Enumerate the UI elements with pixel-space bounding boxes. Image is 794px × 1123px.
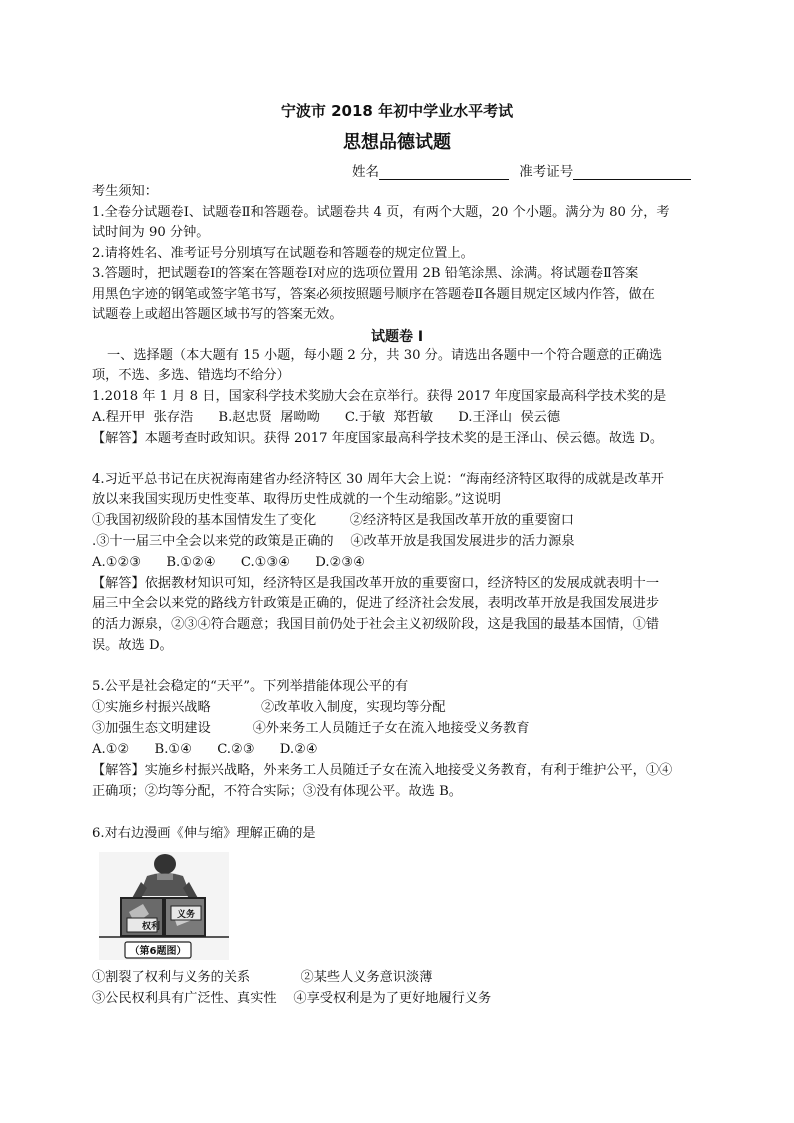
q6-cartoon — [99, 852, 229, 960]
q4-item: ①我国初级阶段的基本国情发生了变化 ②经济特区是我国改革开放的重要窗口 — [92, 513, 574, 528]
exam-subject: 思想品德试题 — [343, 132, 451, 153]
q6-item: ③公民权利具有广泛性、真实性 ④享受权利是为了更好地履行义务 — [92, 991, 492, 1006]
section-intro: 一、选择题（本大题有 15 小题，每小题 2 分，共 30 分。请选出各题中一个符合题意的正确选 — [107, 348, 663, 363]
q1-answer: 【解答】本题考查时政知识。获得 2017 年度国家最高科学技术奖的是王泽山、侯云德。故选 D。 — [92, 431, 664, 446]
q5-item: ③加强生态文明建设 ④外来务工人员随迁子女在流入地接受义务教育 — [92, 721, 530, 736]
notice-line: 用黑色字迹的钢笔或签字笔书写，答案必须按照题号顺序在答题卷Ⅱ各题目规定区域内作答，做在 — [92, 287, 655, 302]
id-blank — [573, 165, 691, 180]
cartoon-caption: （第6题图） — [129, 946, 187, 957]
candidate-info-row — [352, 160, 691, 180]
notice-line: 3.答题时，把试题卷Ⅰ的答案在答题卷Ⅰ对应的选项位置用 2B 铅笔涂黑、涂满。将试题卷Ⅱ答案 — [92, 266, 639, 281]
name-label: 姓名 — [352, 164, 379, 180]
q4-item: .③十一届三中全会以来党的政策是正确的 ④改革开放是我国发展进步的活力源泉 — [92, 534, 575, 549]
q1-options: A.程开甲 张存浩 B.赵忠贤 屠呦呦 C.于敏 郑哲敏 D.王泽山 侯云德 — [92, 410, 561, 425]
q6-item: ①割裂了权利与义务的关系 ②某些人义务意识淡薄 — [92, 970, 433, 985]
q5-item: ①实施乡村振兴战略 ②改革收入制度，实现均等分配 — [92, 700, 446, 715]
cartoon-left-label: 权利 — [142, 922, 161, 932]
notice-line: 2.请将姓名、准考证号分别填写在试题卷和答题卷的规定位置上。 — [92, 246, 474, 261]
q1-stem: 1.2018 年 1 月 8 日，国家科学技术奖励大会在京举行。获得 2017 年度国家最高科学技术奖的是 — [92, 389, 667, 404]
section-title: 试题卷 Ⅰ — [370, 329, 424, 345]
q4-options: A.①②③ B.①②④ C.①③④ D.②③④ — [92, 555, 366, 570]
notice-heading: 考生须知： — [92, 184, 158, 199]
id-label: 准考证号 — [519, 164, 574, 180]
name-blank — [379, 165, 509, 180]
notice-line: 1.全卷分试题卷Ⅰ、试题卷Ⅱ和答题卷。试题卷共 4 页，有两个大题，20 个小题。满分为 80 分，考 — [92, 205, 670, 220]
notice-line: 试时间为 90 分钟。 — [92, 225, 210, 240]
q4-answer: 的活力源泉，②③④符合题意；我国目前仍处于社会主义初级阶段，这是我国的最基本国情，①错 — [92, 617, 660, 632]
q6-stem: 6.对右边漫画《伸与缩》理解正确的是 — [92, 826, 316, 841]
q5-answer: 【解答】实施乡村振兴战略，外来务工人员随迁子女在流入地接受义务教育，有利于维护公平，①④ — [92, 763, 673, 778]
section-intro: 项，不选、多选、错选均不给分） — [92, 368, 290, 383]
q5-options: A.①② B.①④ C.②③ D.②④ — [92, 742, 318, 757]
q4-answer: 误。故选 D。 — [92, 638, 173, 653]
cartoon-figure-illustration — [99, 852, 229, 960]
q5-answer: 正确项；②均等分配，不符合实际；③没有体现公平。故选 B。 — [92, 784, 462, 799]
q4-answer: 届三中全会以来党的路线方针政策是正确的，促进了经济社会发展，表明改革开放是我国发展进步 — [92, 596, 660, 611]
q4-stem: 放以来我国实现历史性变革、取得历史性成就的一个生动缩影。”这说明 — [92, 492, 501, 507]
q5-stem: 5.公平是社会稳定的“天平”。下列举措能体现公平的有 — [92, 679, 409, 694]
q4-answer: 【解答】依据教材知识可知，经济特区是我国改革开放的重要窗口，经济特区的发展成就表明十一 — [92, 576, 660, 591]
notice-line: 试题卷上或超出答题区域书写的答案无效。 — [92, 307, 343, 322]
exam-title: 宁波市 2018 年初中学业水平考试 — [280, 102, 514, 120]
cartoon-right-label: 义务 — [177, 910, 196, 920]
q4-stem: 4.习近平总书记在庆祝海南建省办经济特区 30 周年大会上说：“海南经济特区取得的成就是改革开 — [92, 472, 664, 487]
